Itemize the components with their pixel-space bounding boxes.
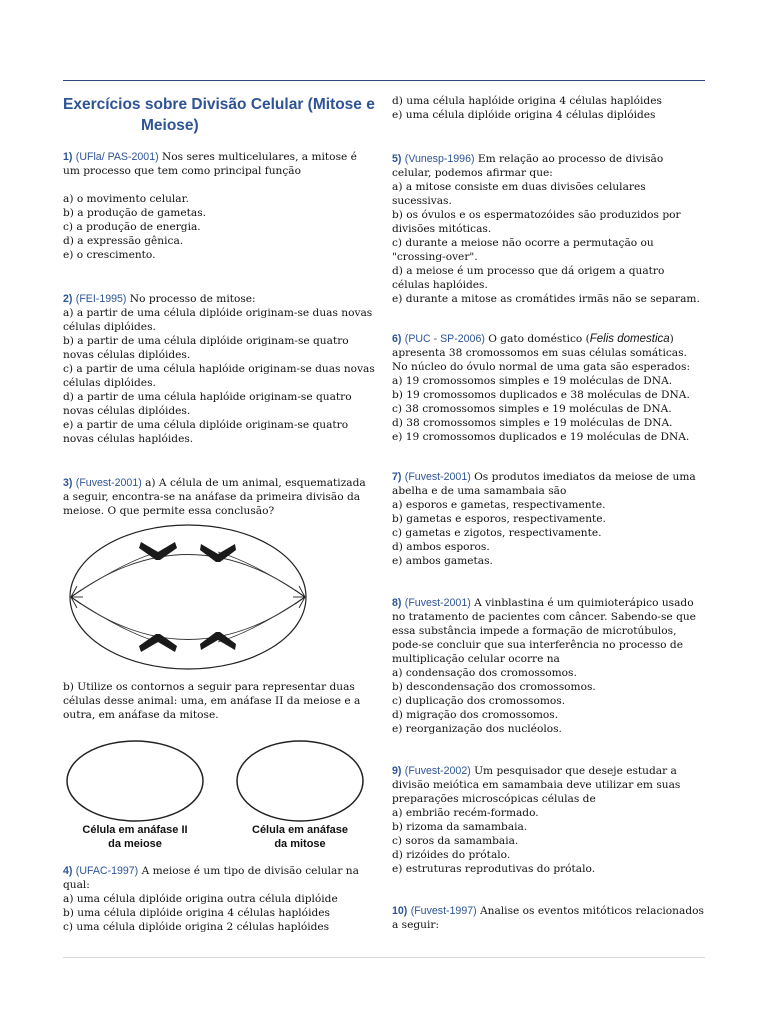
option-item: b) uma célula diplóide origina 4 células haplóides (63, 907, 330, 919)
option-item: a) a partir de uma célula diplóide originam-se duas novas células diplóides. (63, 307, 373, 333)
chromosome-bottom-left (139, 634, 177, 652)
left-column (63, 94, 375, 956)
question-4-source: (UFAC-1997) (75, 865, 139, 877)
question-5-source: (Vunesp-1996) (404, 153, 475, 165)
label-meiosis-line2: da meiose (108, 838, 162, 850)
spindle-fiber-top (71, 555, 305, 598)
title-line-1: Exercícios sobre Divisão Celular (Mitose e (63, 96, 375, 113)
option-item: d) a expressão gênica. (63, 235, 184, 247)
option-item: b) a partir de uma célula diplóide originam-se quatro novas células diplóides. (63, 335, 349, 361)
option-item: c) 38 cromossomos simples e 19 moléculas de DNA. (392, 403, 672, 415)
bottom-rule (63, 957, 705, 958)
question-1: 1) (UFla/ PAS-2001) Nos seres multicelulares, a mitose é um processo que tem como principal função a) o movimento celular. b) a produção de gametas. c) a produção de energia. d) a expressão gênica. e) o crescimento. (63, 150, 375, 262)
centriole-left (71, 586, 83, 608)
question-4-continued (392, 94, 704, 122)
option-item: b) 19 cromossomos duplicados e 38 moléculas de DNA. (392, 389, 690, 401)
option-item: a) a mitose consiste em duas divisões celulares sucessivas. (392, 181, 646, 207)
cell-outline (70, 525, 306, 669)
label-mitosis-line1: Célula em anáfase (252, 824, 348, 836)
option-item: c) a partir de uma célula haplóide originam-se duas novas células diplóides. (63, 363, 375, 389)
question-9: 9) (Fuvest-2002) Um pesquisador que deseje estudar a divisão meiótica em samambaia deve utilizar em suas preparações microscópicas células de a) embrião recém-formado. b) rizoma da samambaia. c) soros da samambaia. d) rizóides do prótalo. e) estruturas reprodutivas do prótalo. (392, 764, 704, 876)
option-item: c) duplicação dos cromossomos. (392, 695, 566, 707)
question-6-source: (PUC - SP-2006) (404, 333, 485, 345)
chromosome-bottom-right (200, 632, 236, 650)
option-item: a) embrião recém-formado. (392, 807, 539, 819)
label-meiosis-line1: Célula em anáfase II (82, 824, 188, 836)
question-9-text: Um pesquisador que deseje estudar a divisão meiótica em samambaia deve utilizar em suas preparações microscópicas células de (392, 765, 681, 805)
option-item: e) a partir de uma célula diplóide originam-se quatro novas células haplóides. (63, 419, 349, 445)
question-5: 5) (Vunesp-1996) Em relação ao processo de divisão celular, podemos afirmar que: a) a mitose consiste em duas divisões celulares sucessivas. b) os óvulos e os espermatozóides são produzidos por divisões mitóticas. c) durante a meiose não ocorre a permutação ou "crossing-over". d) a meiose é um processo que dá origem a quatro células haplóides. e) durante a mitose as cromátides irmãs não se separam. (392, 152, 704, 306)
option-item: a) o movimento celular. (63, 193, 189, 205)
blank-cell-mitosis (237, 741, 363, 821)
blank-cells-diagram (63, 736, 373, 854)
chromosome-top-right (200, 544, 236, 562)
option-item: d) rizóides do prótalo. (392, 849, 511, 861)
option-item: d) uma célula haplóide origina 4 células haplóides (392, 95, 662, 107)
option-item: b) gametas e esporos, respectivamente. (392, 513, 606, 525)
question-4-text: A meiose é um tipo de divisão celular na qual: (63, 865, 359, 891)
species-name: Felis domestica (589, 333, 670, 345)
blank-cell-meiosis (67, 741, 203, 821)
question-2-source: (FEI-1995) (75, 293, 127, 305)
question-8-source: (Fuvest-2001) (404, 597, 471, 609)
page-title (63, 94, 375, 136)
right-column (392, 94, 704, 954)
option-item: d) migração dos cromossomos. (392, 709, 559, 721)
question-5-text: Em relação ao processo de divisão celular, podemos afirmar que: (392, 153, 664, 179)
option-item: c) a produção de energia. (63, 221, 201, 233)
question-10-source: (Fuvest-1997) (410, 905, 477, 917)
option-item: e) o crescimento. (63, 249, 156, 261)
question-8-text: A vinblastina é um quimioterápico usado no tratamento de pacientes com câncer. Sabendo-se que essa substância impede a formação de microtúbulos, pode-se concluir que sua interferência no processo de multiplicação celular ocorre na (392, 597, 696, 665)
question-3-source: (Fuvest-2001) (75, 477, 142, 489)
question-1-source: (UFla/ PAS-2001) (75, 151, 159, 163)
question-2: 2) (FEI-1995) No processo de mitose: a) a partir de uma célula diplóide originam-se duas novas células diplóides. b) a partir de uma célula diplóide originam-se quatro novas células diplóides. c) a partir de uma célula haplóide originam-se duas novas células diplóides. d) a partir de uma célula haplóide originam-se quatro novas células diplóides. e) a partir de uma célula diplóide originam-se quatro novas células haplóides. (63, 293, 375, 445)
option-item: d) a partir de uma célula haplóide originam-se quatro novas células diplóides. (63, 391, 352, 417)
option-item: e) reorganização dos nucléolos. (392, 723, 562, 735)
option-item: c) uma célula diplóide origina 2 células haplóides (63, 921, 330, 933)
top-rule (63, 80, 705, 81)
question-7-text: Os produtos imediatos da meiose de uma abelha e de uma samambaia são (392, 471, 696, 497)
option-item: e) ambos gametas. (392, 555, 493, 567)
option-item: c) soros da samambaia. (392, 835, 519, 847)
question-3: 3) (Fuvest-2001) a) A célula de um animal, esquematizada a seguir, encontra-se na anáfase da primeira divisão da meiose. O que permite essa conclusão? b) Utilize os contornos a seguir para representar duas células desse animal: uma, em anáfase II da meiose e a outra, em anáfase da mitose. Célula em anáfase II da meiose Célula em anáfase da mitose (63, 476, 375, 854)
spindle-fiber-bottom (71, 597, 305, 640)
question-4: 4) (UFAC-1997) A meiose é um tipo de divisão celular na qual: a) uma célula diplóide origina outra célula diplóide b) uma célula diplóide origina 4 células haplóides c) uma célula diplóide origina 2 células haplóides (63, 864, 375, 934)
option-item: a) condensação dos cromossomos. (392, 667, 577, 679)
option-item: b) os óvulos e os espermatozóides são produzidos por divisões mitóticas. (392, 209, 681, 235)
question-10-text: Analise os eventos mitóticos relacionados a seguir: (392, 905, 704, 931)
chromosome-top-left (139, 542, 177, 560)
option-item: e) estruturas reprodutivas do prótalo. (392, 863, 596, 875)
option-item: a) uma célula diplóide origina outra célula diplóide (63, 893, 338, 905)
option-item: d) 38 cromossomos simples e 19 moléculas de DNA. (392, 417, 673, 429)
option-item: a) 19 cromossomos simples e 19 moléculas de DNA. (392, 375, 673, 387)
option-item: e) durante a mitose as cromátides irmãs não se separam. (392, 293, 700, 305)
option-item: e) uma célula diplóide origina 4 células diplóides (392, 109, 656, 121)
option-item: b) a produção de gametas. (63, 207, 206, 219)
centriole-right (293, 586, 305, 608)
question-9-source: (Fuvest-2002) (404, 765, 471, 777)
option-item: d) a meiose é um processo que dá origem a quatro células haplóides. (392, 265, 665, 291)
option-item: d) ambos esporos. (392, 541, 490, 553)
question-1-text: Nos seres multicelulares, a mitose é um processo que tem como principal função (63, 151, 357, 177)
question-3-text: a) A célula de um animal, esquematizada a seguir, encontra-se na anáfase da primeira divisão da meiose. O que permite essa conclusão? (63, 477, 366, 517)
anaphase-cell-diagram (63, 522, 313, 672)
question-3-part-b: b) Utilize os contornos a seguir para representar duas células desse animal: uma, em anáfase II da meiose e a outra, em anáfase da mitose. (63, 681, 361, 721)
option-item: b) descondensação dos cromossomos. (392, 681, 596, 693)
question-6: 6) (PUC - SP-2006) O gato doméstico (Felis domestica) apresenta 38 cromossomos em suas células somáticas. No núcleo do óvulo normal de uma gata são esperados: a) 19 cromossomos simples e 19 moléculas de DNA. b) 19 cromossomos duplicados e 38 moléculas de DNA. c) 38 cromossomos simples e 19 moléculas de DNA. d) 38 cromossomos simples e 19 moléculas de DNA. e) 19 cromossomos duplicados e 19 moléculas de DNA. (392, 332, 704, 444)
option-item: c) durante a meiose não ocorre a permutação ou "crossing-over". (392, 237, 654, 263)
question-7-source: (Fuvest-2001) (404, 471, 471, 483)
option-item: c) gametas e zigotos, respectivamente. (392, 527, 602, 539)
question-8: 8) (Fuvest-2001) A vinblastina é um quimioterápico usado no tratamento de pacientes com câncer. Sabendo-se que essa substância impede a formação de microtúbulos, pode-se concluir que sua interferência no processo de multiplicação celular ocorre na a) condensação dos cromossomos. b) descondensação dos cromossomos. c) duplicação dos cromossomos. d) migração dos cromossomos. e) reorganização dos nucléolos. (392, 596, 704, 736)
question-10: 10) (Fuvest-1997) Analise os eventos mitóticos relacionados a seguir: (392, 905, 704, 931)
option-item: b) rizoma da samambaia. (392, 821, 528, 833)
question-2-text: No processo de mitose: (126, 293, 256, 305)
title-line-2: Meiose) (141, 117, 199, 134)
option-item: e) 19 cromossomos duplicados e 19 moléculas de DNA. (392, 431, 690, 443)
question-7: 7) (Fuvest-2001) Os produtos imediatos da meiose de uma abelha e de uma samambaia são a) esporos e gametas, respectivamente. b) gametas e esporos, respectivamente. c) gametas e zigotos, respectivamente. d) ambos esporos. e) ambos gametas. (392, 470, 704, 568)
option-item: a) esporos e gametas, respectivamente. (392, 499, 606, 511)
label-mitosis-line2: da mitose (274, 838, 326, 850)
